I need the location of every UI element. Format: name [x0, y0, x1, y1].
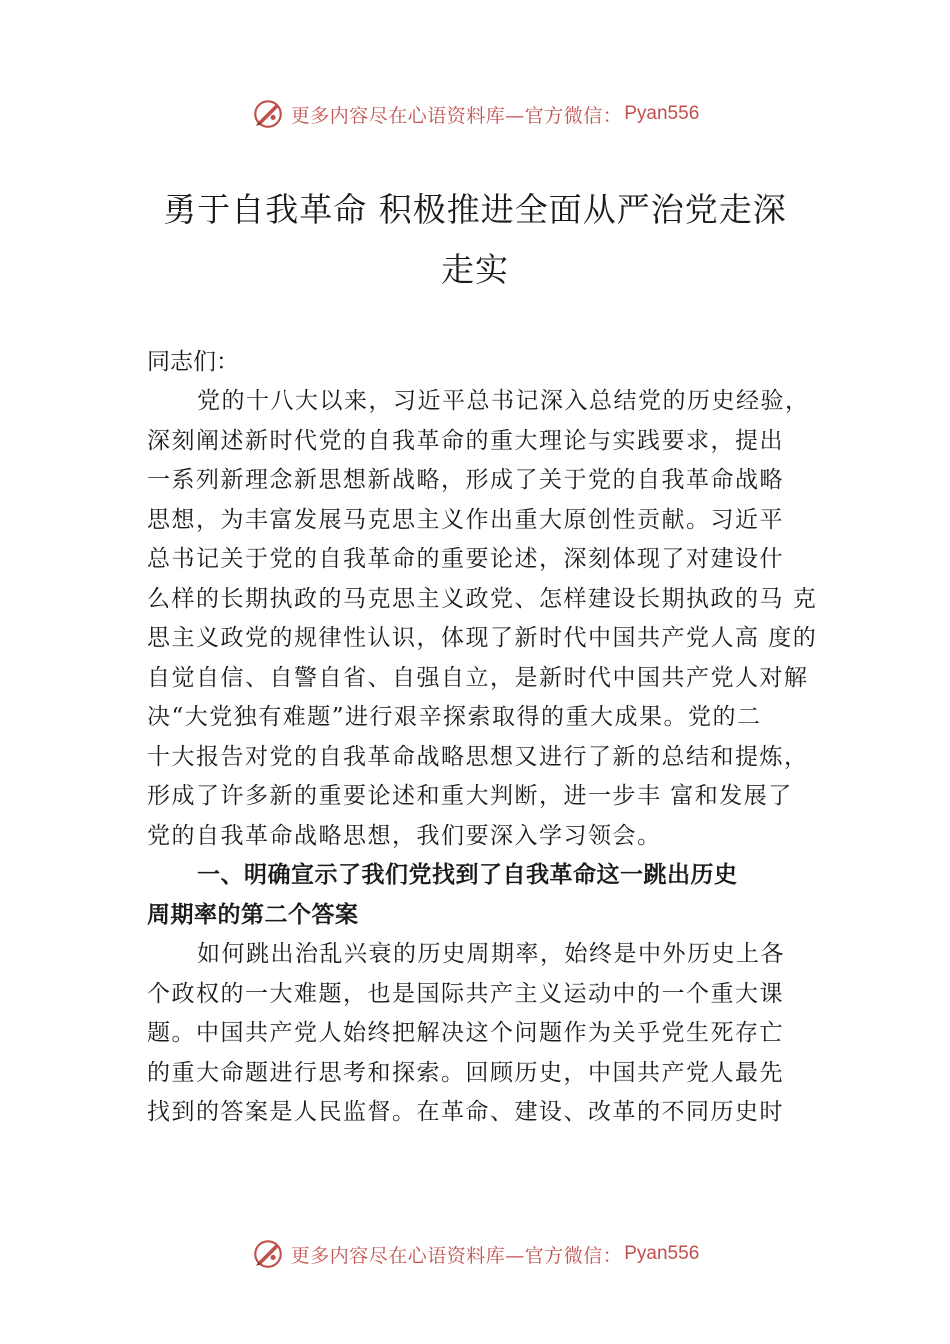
pen-logo-icon	[251, 1237, 285, 1271]
watermark-text: 更多内容尽在心语资料库—官方微信：	[290, 104, 623, 127]
body-line: 如何跳出治乱兴衰的历史周期率，始终是中外历史上各	[197, 941, 785, 967]
body-line: 题。中国共产党人始终把解决这个问题作为关乎党生死存亡	[147, 1020, 784, 1046]
section-heading: 一、明确宣示了我们党找到了自我革命这一跳出历史	[197, 862, 738, 888]
watermark-footer	[0, 1234, 950, 1274]
watermark-wechat-id: Pyan556	[624, 1243, 700, 1264]
body-line: 党的自我革命战略思想，我们要深入学习领会。	[147, 822, 662, 849]
salutation: 同志们：	[147, 349, 239, 375]
watermark-header	[0, 94, 950, 134]
body-line: 总书记关于党的自我革命的重要论述，深刻体现了对建设什	[147, 546, 784, 572]
body-line: 深刻阐述新时代党的自我革命的重大理论与实践要求，提出	[147, 427, 784, 454]
body-line: 的重大命题进行思考和探索。回顾历史，中国共产党人最先	[147, 1059, 784, 1086]
title-line-2: 走实	[441, 250, 509, 289]
body-line: 找到的答案是人民监督。在革命、建设、改革的不同历史时	[147, 1099, 784, 1125]
body-line: 自觉自信、自警自省、自强自立，是新时代中国共产党人对解	[147, 664, 809, 691]
body-line: 么样的长期执政的马克思主义政党、怎样建设长期执政的马 克	[147, 585, 818, 612]
body-line: 决“大党独有难题”进行艰辛探索取得的重大成果。党的二	[147, 704, 762, 730]
body-line: 思想，为丰富发展马克思主义作出重大原创性贡献。习近平	[147, 506, 784, 533]
body-line: 个政权的一大难题，也是国际共产主义运动中的一个重大课	[147, 980, 784, 1007]
watermark-wechat-id: Pyan556	[624, 103, 700, 124]
pen-logo-icon	[251, 97, 285, 131]
body-line: 党的十八大以来，习近平总书记深入总结党的历史经验，	[197, 388, 810, 414]
body-line: 思主义政党的规律性认识，体现了新时代中国共产党人高 度的	[147, 625, 818, 651]
watermark-text: 更多内容尽在心语资料库—官方微信：	[290, 1244, 623, 1267]
document-body	[147, 382, 847, 1133]
title-line-1: 勇于自我革命 积极推进全面从严治党走深	[163, 190, 787, 229]
body-line: 形成了许多新的重要论述和重大判断，进一步丰 富和发展了	[147, 783, 793, 809]
section-heading: 周期率的第二个答案	[147, 901, 359, 928]
body-line: 一系列新理念新思想新战略，形成了关于党的自我革命战略	[147, 467, 784, 493]
document-title	[130, 180, 820, 300]
body-line: 十大报告对党的自我革命战略思想又进行了新的总结和提炼，	[147, 743, 809, 770]
